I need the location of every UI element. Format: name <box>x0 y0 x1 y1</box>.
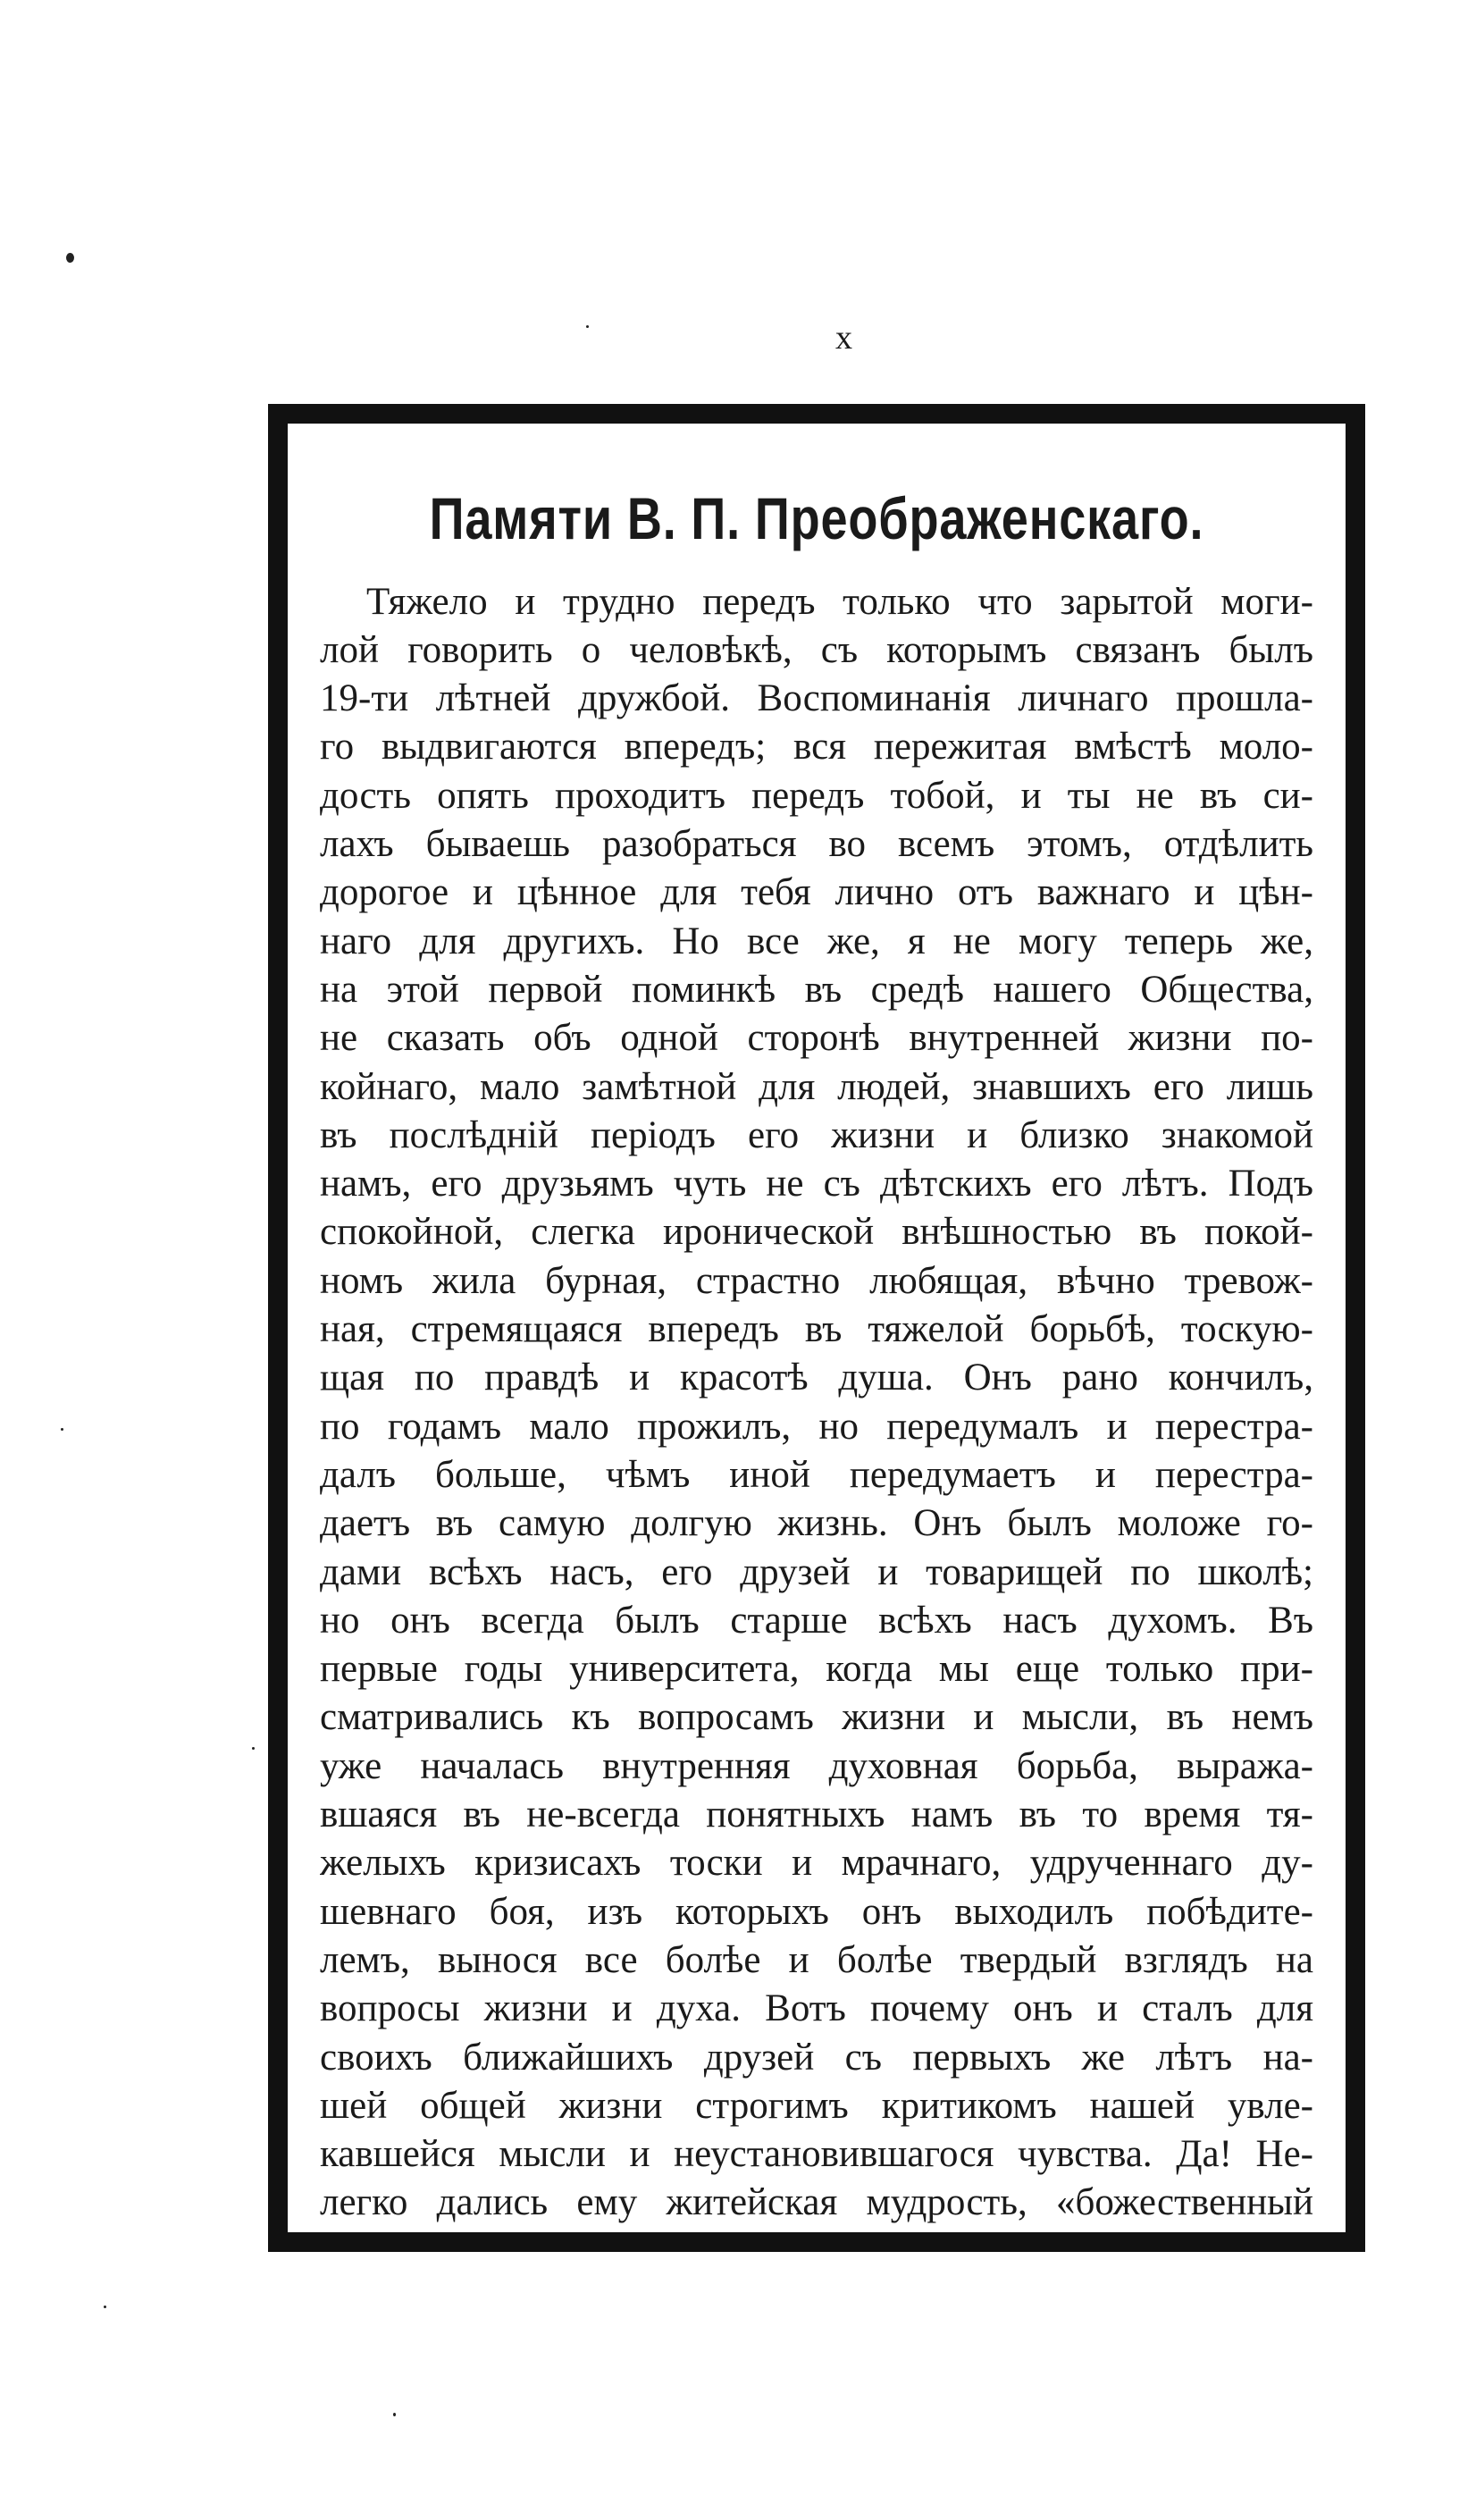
text-line: по годамъ мало прожилъ, но передумалъ и перестра- <box>320 1405 1313 1448</box>
text-line: ная, стремящаяся впередъ въ тяжелой борьбѣ, тоскую- <box>320 1308 1313 1351</box>
text-line: дость опять проходитъ передъ тобой, и ты не въ си- <box>320 774 1313 817</box>
scan-speck <box>586 325 589 328</box>
mourning-border-frame <box>268 404 1365 2252</box>
text-line: шевнаго боя, изъ которыхъ онъ выходилъ побѣдите- <box>320 1890 1313 1933</box>
text-line: номъ жила бурная, страстно любящая, вѣчно тревож- <box>320 1259 1313 1302</box>
text-line: уже началась внутренняя духовная борьба, выража- <box>320 1744 1313 1787</box>
text-line: кавшейся мысли и неустановившагося чувства. Да! Не- <box>320 2133 1313 2176</box>
text-line: намъ, его друзьямъ чуть не съ дѣтскихъ его лѣтъ. Подъ <box>320 1163 1313 1205</box>
text-line: на этой первой поминкѣ въ средѣ нашего Общества, <box>320 968 1313 1011</box>
text-line: наго для другихъ. Но все же, я не могу теперь же, <box>320 920 1313 962</box>
text-line: спокойной, слегка иронической внѣшностью въ покой- <box>320 1211 1313 1254</box>
scan-speck <box>104 2306 106 2308</box>
text-line: лемъ, вынося все болѣе и болѣе твердый взглядъ на <box>320 1938 1313 1981</box>
article-title: Памяти В. П. Преображенскаго. <box>429 485 1204 551</box>
text-line: койнаго, мало замѣтной для людей, знавшихъ его лишь <box>320 1065 1313 1108</box>
text-line: своихъ ближайшихъ друзей съ первыхъ же лѣтъ на- <box>320 2036 1313 2079</box>
text-line: дорогое и цѣнное для тебя лично отъ важнаго и цѣн- <box>320 871 1313 914</box>
text-line: дами всѣхъ насъ, его друзей и товарищей по школѣ; <box>320 1550 1313 1593</box>
text-line: вшаяся въ не-всегда понятныхъ намъ въ то время тя- <box>320 1793 1313 1836</box>
text-line: вопросы жизни и духа. Вотъ почему онъ и сталъ для <box>320 1987 1313 2030</box>
text-line: лахъ бываешь разобраться во всемъ этомъ, отдѣлить <box>320 823 1313 866</box>
text-line: желыхъ кризисахъ тоски и мрачнаго, удрученнаго ду- <box>320 1842 1313 1885</box>
page-number: x <box>835 319 853 357</box>
body-text <box>320 578 1313 2228</box>
text-line: Тяжело и трудно передъ только что зарытой моги- <box>366 580 1313 623</box>
text-line: шей общей жизни строгимъ критикомъ нашей увле- <box>320 2084 1313 2127</box>
text-line: въ послѣдній періодъ его жизни и близко знакомой <box>320 1113 1313 1156</box>
scan-speck <box>393 2413 396 2416</box>
text-line: 19-ти лѣтней дружбой. Воспоминанія личнаго прошла- <box>320 677 1313 720</box>
text-line: лой говорить о человѣкѣ, съ которымъ связанъ былъ <box>320 628 1313 671</box>
scan-speck <box>252 1747 255 1750</box>
scan-speck <box>61 1428 63 1431</box>
text-line: даетъ въ самую долгую жизнь. Онъ былъ моложе го- <box>320 1502 1313 1545</box>
text-line: го выдвигаются впередъ; вся пережитая вмѣстѣ моло- <box>320 726 1313 769</box>
text-line: легко дались ему житейская мудрость, «божественный <box>320 2181 1313 2224</box>
scan-speck <box>66 253 74 263</box>
text-line: далъ больше, чѣмъ иной передумаетъ и перестра- <box>320 1453 1313 1496</box>
text-line: сматривались къ вопросамъ жизни и мысли, въ немъ <box>320 1696 1313 1739</box>
text-line: но онъ всегда былъ старше всѣхъ насъ духомъ. Въ <box>320 1599 1313 1642</box>
text-line: не сказать объ одной сторонѣ внутренней жизни по- <box>320 1017 1313 1060</box>
text-line: первые годы университета, когда мы еще только при- <box>320 1648 1313 1691</box>
text-line: щая по правдѣ и красотѣ душа. Онъ рано кончилъ, <box>320 1357 1313 1399</box>
text-block <box>320 485 1313 2224</box>
